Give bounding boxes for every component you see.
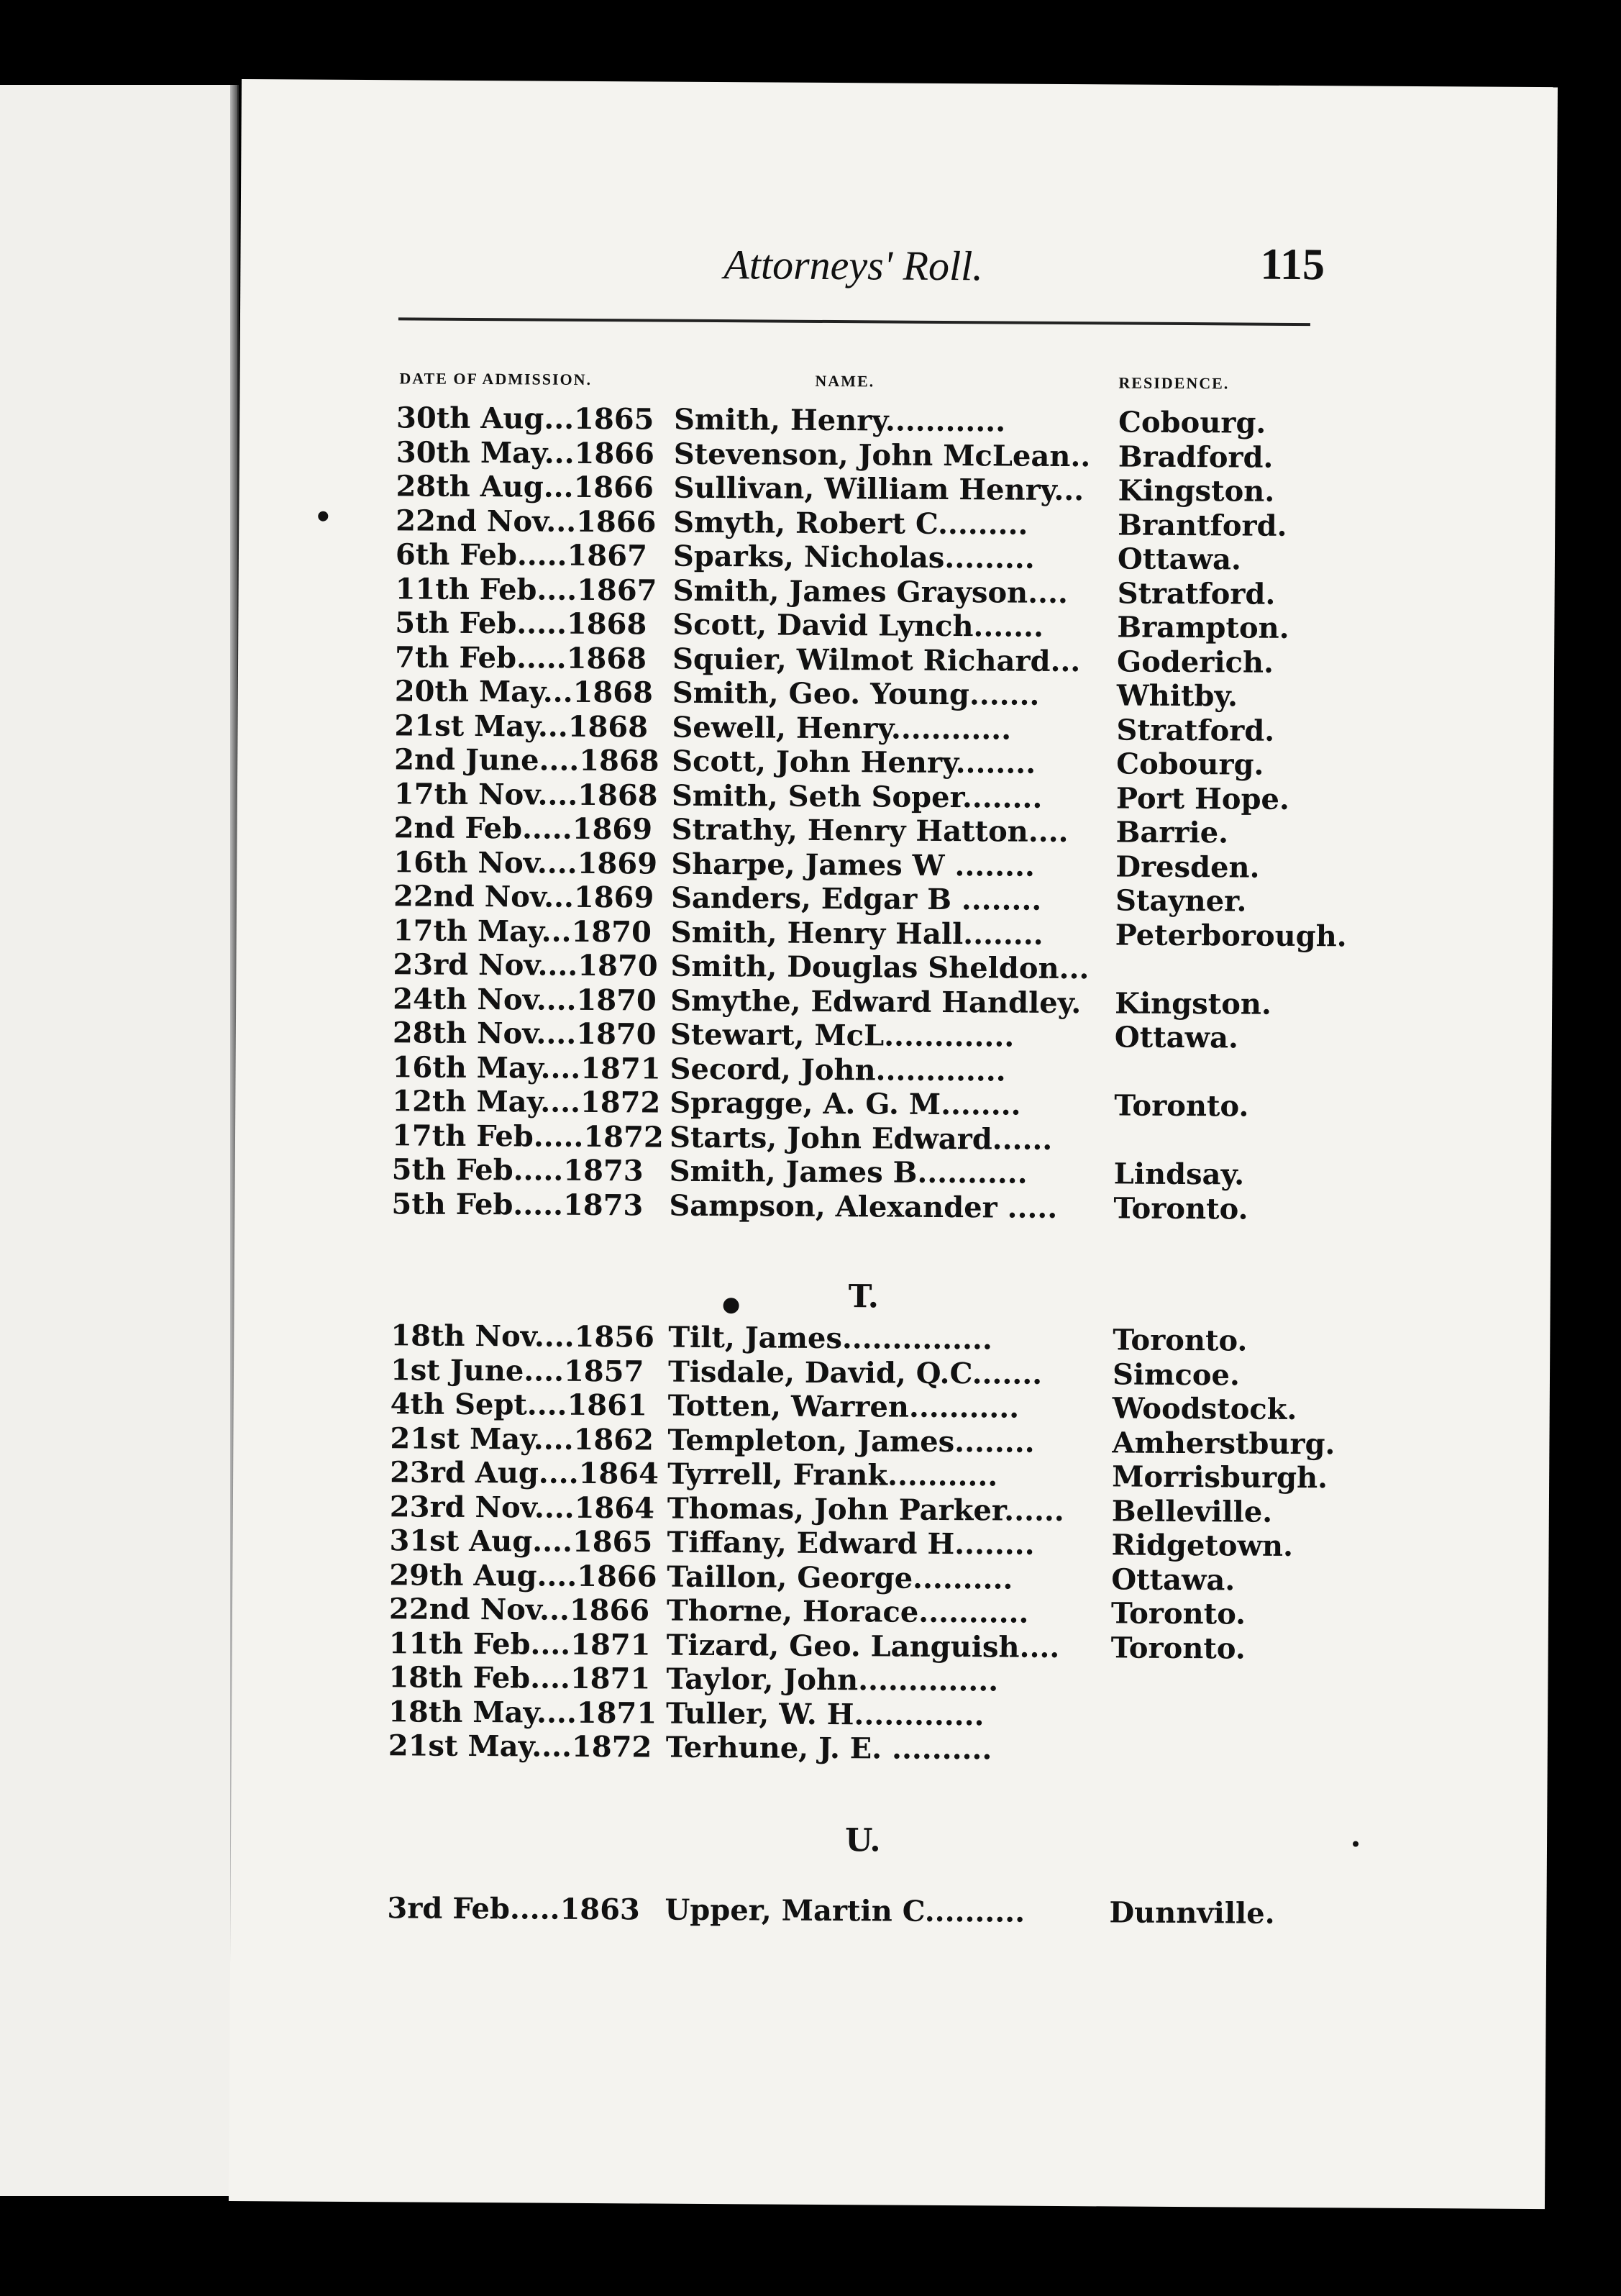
- entry-name: Smythe, Edward Handley.: [670, 983, 1082, 1020]
- entry-date: 18th Feb....1871: [388, 1660, 651, 1696]
- entry-residence: Stratford.: [1117, 575, 1276, 611]
- entry-residence: Toronto.: [1113, 1190, 1248, 1226]
- entry-residence: Morrisburgh.: [1112, 1459, 1328, 1495]
- roll-entry: [388, 1728, 1539, 1769]
- entry-date: 5th Feb.....1873: [391, 1186, 644, 1222]
- entry-date: 1st June....1857: [390, 1352, 644, 1388]
- entry-date: 30th May...1866: [396, 434, 655, 471]
- entry-residence: Whitby.: [1116, 678, 1238, 714]
- entry-residence: Simcoe.: [1112, 1357, 1240, 1393]
- ink-speck: [1353, 1841, 1359, 1846]
- entry-date: 16th May....1871: [392, 1049, 661, 1086]
- entry-date: 30th Aug...1865: [396, 401, 654, 437]
- entry-date: 12th May....1872: [392, 1084, 661, 1120]
- entry-residence: Amherstburg.: [1112, 1425, 1335, 1461]
- entry-date: 23rd Aug....1864: [390, 1455, 659, 1491]
- column-header-residence: RESIDENCE.: [1118, 373, 1230, 393]
- entry-name: Smith, Douglas Sheldon...: [670, 949, 1090, 986]
- entry-date: 11th Feb....1871: [388, 1626, 651, 1662]
- entry-name: Strathy, Henry Hatton....: [671, 812, 1069, 849]
- book-page: [229, 79, 1558, 2209]
- entry-date: 3rd Feb.....1863: [387, 1891, 640, 1927]
- entry-name: Thomas, John Parker......: [667, 1491, 1064, 1528]
- entry-name: Scott, David Lynch.......: [672, 607, 1044, 644]
- entry-name: Smith, Henry............: [673, 402, 1006, 439]
- entry-name: Sparks, Nicholas.........: [672, 539, 1035, 575]
- entry-name: Stevenson, John McLean..: [673, 437, 1091, 473]
- entry-name: Squier, Wilmot Richard...: [672, 642, 1081, 678]
- section-letter-t: T.: [848, 1278, 880, 1316]
- header-rule: [398, 317, 1310, 326]
- column-header-date: DATE OF ADMISSION.: [399, 369, 593, 388]
- entry-residence: Belleville.: [1111, 1493, 1273, 1529]
- entry-name: Taillon, George..........: [667, 1559, 1013, 1596]
- entry-date: 11th Feb....1867: [395, 571, 657, 608]
- entry-residence: Ottawa.: [1111, 1562, 1236, 1597]
- entry-residence: Kingston.: [1115, 985, 1272, 1021]
- entry-residence: Dresden.: [1115, 849, 1260, 885]
- entry-residence: Cobourg.: [1116, 747, 1264, 782]
- entry-name: Tisdale, David, Q.C.......: [667, 1354, 1043, 1391]
- entry-date: 17th Nov....1868: [393, 776, 658, 813]
- entry-name: Scott, John Henry........: [672, 744, 1036, 780]
- running-title: Attorneys' Roll.: [723, 241, 983, 290]
- roll-entry: [387, 1891, 1538, 1932]
- entry-date: 20th May...1868: [394, 674, 654, 710]
- entry-name: Sharpe, James W ........: [671, 847, 1036, 883]
- entry-date: 31st Aug....1865: [389, 1523, 653, 1559]
- entry-date: 21st May....1872: [388, 1728, 652, 1764]
- entry-name: Tizard, Geo. Languish....: [666, 1628, 1060, 1664]
- entry-name: Tyrrell, Frank...........: [667, 1457, 998, 1493]
- entry-name: Smyth, Robert C.........: [673, 505, 1028, 542]
- page-number: 115: [1260, 240, 1325, 290]
- roll-entry: [391, 1187, 1542, 1228]
- entry-name: Stewart, McL.............: [670, 1017, 1015, 1054]
- section-u: [387, 1891, 1538, 1932]
- entry-date: 16th Nov....1869: [393, 844, 658, 881]
- entry-residence: Brantford.: [1118, 507, 1287, 543]
- facing-page-edge: [0, 85, 239, 2196]
- entry-name: Thorne, Horace...........: [666, 1593, 1029, 1630]
- entry-name: Smith, James B...........: [669, 1154, 1028, 1190]
- entry-name: Smith, Geo. Young.......: [672, 675, 1040, 712]
- entry-name: Tuller, W. H.............: [665, 1696, 985, 1732]
- entry-residence: Port Hope.: [1115, 780, 1290, 816]
- entry-residence: Bradford.: [1118, 439, 1274, 475]
- column-headers: [399, 369, 1499, 404]
- section-letter-u: U.: [844, 1822, 881, 1859]
- entry-residence: Stratford.: [1116, 712, 1275, 748]
- section-t: [388, 1318, 1542, 1769]
- entry-residence: Ottawa.: [1117, 542, 1242, 577]
- entry-name: Templeton, James........: [667, 1423, 1035, 1459]
- entry-name: Sullivan, William Henry...: [673, 470, 1085, 508]
- entry-residence: Toronto.: [1114, 1088, 1249, 1124]
- entry-name: Sampson, Alexander .....: [669, 1188, 1058, 1225]
- entry-date: 22nd Nov...1869: [393, 879, 654, 915]
- entry-date: 17th Feb.....1872: [391, 1118, 664, 1154]
- entry-residence: Dunnville.: [1109, 1895, 1275, 1931]
- entry-name: Sanders, Edgar B ........: [670, 880, 1042, 917]
- entry-residence: Ridgetown.: [1111, 1528, 1294, 1563]
- entry-name: Smith, Seth Soper........: [671, 778, 1043, 815]
- section-s: [391, 401, 1547, 1228]
- entry-date: 2nd Feb.....1869: [393, 811, 653, 847]
- entry-residence: Woodstock.: [1112, 1391, 1297, 1426]
- entry-date: 21st May....1862: [390, 1421, 654, 1457]
- entry-name: Smith, Henry Hall........: [670, 915, 1044, 952]
- entry-date: 2nd June....1868: [394, 742, 659, 778]
- entry-residence: Brampton.: [1117, 610, 1289, 645]
- entry-residence: Peterborough.: [1115, 917, 1347, 953]
- entry-date: 18th Nov....1856: [391, 1318, 655, 1354]
- entry-residence: Lindsay.: [1113, 1157, 1245, 1192]
- entry-date: 4th Sept....1861: [390, 1387, 648, 1423]
- entry-date: 28th Nov....1870: [392, 1016, 657, 1052]
- entry-date: 17th May...1870: [393, 913, 652, 949]
- entry-name: Tilt, James...............: [668, 1320, 992, 1357]
- entry-date: 5th Feb.....1868: [395, 606, 647, 642]
- ink-speck: [723, 1298, 739, 1313]
- entry-residence: Stayner.: [1115, 883, 1247, 919]
- entry-name: Starts, John Edward......: [669, 1120, 1053, 1157]
- entry-residence: Toronto.: [1110, 1596, 1246, 1631]
- entry-date: 23rd Nov....1870: [393, 947, 658, 983]
- entry-residence: Kingston.: [1118, 473, 1275, 509]
- entry-residence: Barrie.: [1115, 815, 1229, 850]
- entry-name: Terhune, J. E. ..........: [665, 1730, 992, 1767]
- entry-name: Smith, James Grayson....: [672, 573, 1069, 610]
- entry-date: 5th Feb.....1873: [391, 1152, 644, 1188]
- entry-date: 21st May...1868: [394, 708, 649, 744]
- entry-date: 22nd Nov...1866: [388, 1592, 650, 1628]
- entry-residence: Toronto.: [1113, 1323, 1248, 1358]
- entry-name: Upper, Martin C..........: [665, 1892, 1026, 1929]
- entry-residence: Goderich.: [1116, 644, 1274, 680]
- ink-speck: [318, 511, 328, 521]
- entry-name: Totten, Warren...........: [667, 1388, 1020, 1425]
- entry-residence: Toronto.: [1110, 1630, 1246, 1666]
- entry-name: Sewell, Henry............: [672, 710, 1012, 747]
- column-header-name: NAME.: [815, 371, 875, 391]
- entry-name: Tiffany, Edward H........: [667, 1525, 1035, 1562]
- entry-date: 23rd Nov....1864: [389, 1489, 655, 1526]
- entry-date: 6th Feb.....1867: [395, 537, 648, 573]
- entry-residence: Ottawa.: [1114, 1020, 1239, 1055]
- entry-date: 29th Aug....1866: [389, 1557, 657, 1594]
- entry-name: Secord, John.............: [670, 1052, 1006, 1088]
- entry-name: Taylor, John..............: [666, 1662, 999, 1698]
- entry-date: 18th May....1871: [388, 1694, 657, 1731]
- entry-date: 22nd Nov...1866: [396, 503, 657, 539]
- entry-residence: Cobourg.: [1118, 405, 1266, 440]
- entry-date: 7th Feb.....1868: [394, 639, 647, 675]
- entry-date: 24th Nov....1870: [393, 981, 657, 1018]
- entry-name: Spragge, A. G. M........: [670, 1085, 1021, 1122]
- page-header: [240, 237, 1556, 303]
- entry-date: 28th Aug...1866: [396, 469, 654, 505]
